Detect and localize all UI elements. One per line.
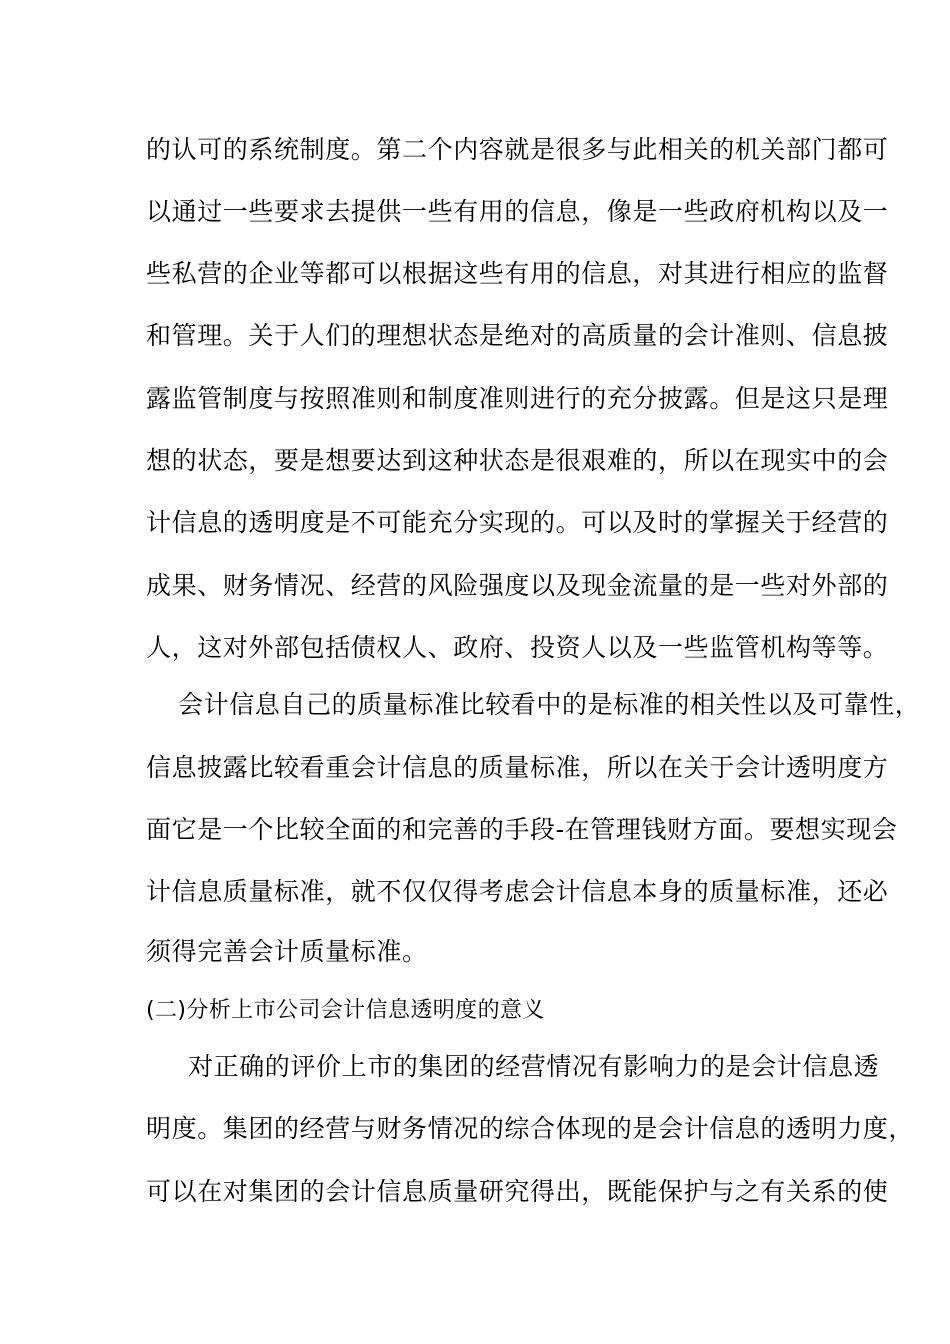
- section-heading: (二)分析上市公司会计信息透明度的意义: [146, 998, 545, 1023]
- text-line: 的认可的系统制度。第二个内容就是很多与此相关的机关部门都可: [146, 135, 889, 164]
- text-line: 计信息质量标准，就不仅仅得考虑会计信息本身的质量标准，还必: [146, 877, 889, 906]
- text-line: 些私营的企业等都可以根据这些有用的信息，对其进行相应的监督: [146, 259, 889, 288]
- text-line: 面它是一个比较全面的和完善的手段-在管理钱财方面。要想实现会: [146, 815, 898, 844]
- text-line: 会计信息自己的质量标准比较看中的是标准的相关性以及可靠性，: [178, 690, 921, 719]
- text-line: 人，这对外部包括债权人、政府、投资人以及一些监管机构等等。: [146, 633, 889, 662]
- text-line: 可以在对集团的会计信息质量研究得出，既能保护与之有关系的使: [146, 1177, 889, 1206]
- text-line: 对正确的评价上市的集团的经营情况有影响力的是会计信息透: [188, 1052, 880, 1081]
- text-line: 计信息的透明度是不可能充分实现的。可以及时的掌握关于经营的: [146, 508, 889, 537]
- text-line: 露监管制度与按照准则和制度准则进行的充分披露。但是这只是理: [146, 384, 889, 413]
- text-line: 须得完善会计质量标准。: [146, 937, 428, 966]
- text-line: 想的状态，要是想要达到这种状态是很艰难的，所以在现实中的会: [146, 446, 889, 475]
- text-line: 明度。集团的经营与财务情况的综合体现的是会计信息的透明力度，: [146, 1114, 915, 1143]
- text-line: 和管理。关于人们的理想状态是绝对的高质量的会计准则、信息披: [146, 321, 889, 350]
- text-line: 以通过一些要求去提供一些有用的信息，像是一些政府机构以及一: [146, 197, 889, 226]
- text-line: 信息披露比较看重会计信息的质量标准，所以在关于会计透明度方: [146, 753, 889, 782]
- text-line: 成果、财务情况、经营的风险强度以及现金流量的是一些对外部的: [146, 571, 889, 600]
